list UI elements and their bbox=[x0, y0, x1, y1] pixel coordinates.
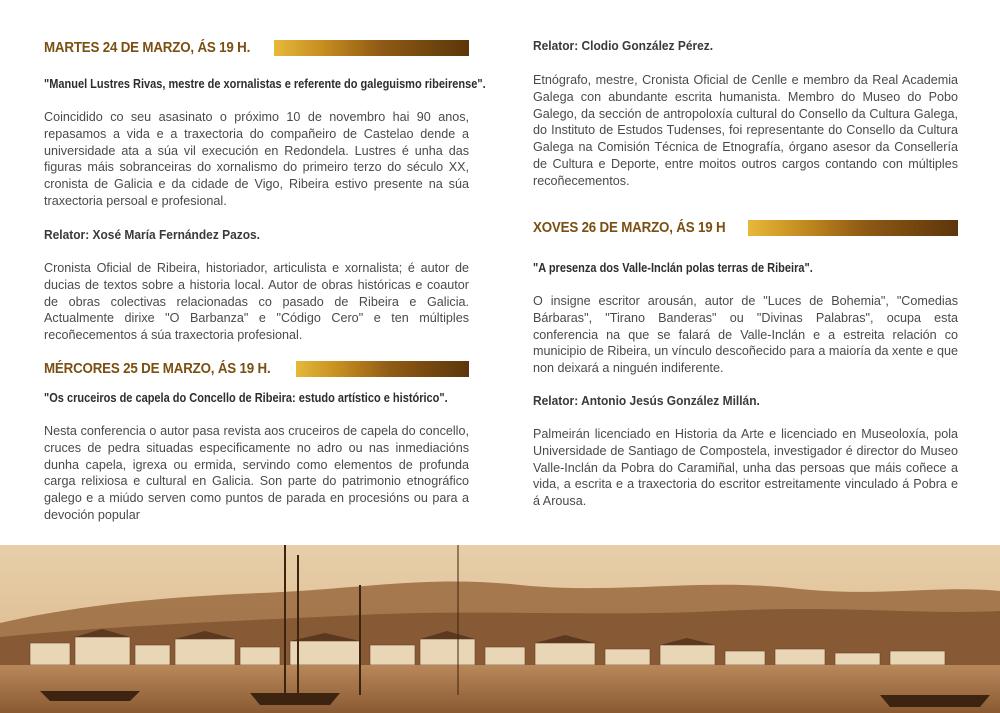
talk-title-cruceiros: "Os cruceiros de capela do Concello de Ribeira: estudo artístico e histórico". bbox=[44, 390, 448, 405]
speaker-bio-gonzalez-perez: Etnógrafo, mestre, Cronista Oficial de Cenlle e membro da Real Academia Galega con abundante escrita humanista. Membro do Museo do Pobo Galego, da sección de antropoloxía cultural do Consello da Cultura Galega, do Instituto de Estudos Tudenses, foi representante do Consello da Cultura Galega na Comisión Técnica de Etnografía, órgano asesor da Consellería de Cultura e Deporte, entre moitos outros cargos contando con múltiples recoñecementos. bbox=[533, 73, 958, 188]
heading-gradient-bar bbox=[748, 220, 958, 236]
heading-text: MÉRCORES 25 DE MARZO, ÁS 19 H. bbox=[44, 361, 271, 377]
talk-description-lustres: Coincidido co seu asasinato o próximo 10 de novembro hai 90 anos, repasamos a vida e a traxectoria do compañeiro de Castelao dende a universidade ata a súa vil execución en Redondela. Lustres é unha das figuras máis sobranceiras do xornalismo do primeiro terzo do século XX, cronista de Galicia e da cidade de Vigo, Ribeira estivo presente na súa traxectoria persoal e profesional. bbox=[44, 110, 469, 208]
speaker-bio-fernandez-pazos: Cronista Oficial de Ribeira, historiador, articulista e xornalista; é autor de ducias de textos sobre a historia local. Autor de obras históricas e coautor de obras colectivas relacionadas co pasado de Ribeira e Galicia. Actualmente dirixe "O Barbanza" e "Código Cero" e ten múltiples recoñecementos á súa traxectoria profesional. bbox=[44, 261, 469, 343]
talk-description-cruceiros: Nesta conferencia o autor pasa revista aos cruceiros de capela do concello, cruces de pedra situadas especificamente no adro ou nas inmediacións dunha capela, igrexa ou ermida, servindo como elementos de profunda carga relixiosa e cultural en Galicia. Son parte do patrimonio etnográfico galego e a miúdo serven como puntos de parada en procesións ou para a devoción popular bbox=[44, 424, 469, 522]
historic-harbour-photo bbox=[0, 545, 1000, 713]
heading-text: MARTES 24 DE MARZO, ÁS 19 H. bbox=[44, 40, 251, 56]
speaker-name-fernandez-pazos: Relator: Xosé María Fernández Pazos. bbox=[44, 227, 261, 242]
section-heading-xoves bbox=[533, 219, 958, 237]
section-heading-martes bbox=[44, 39, 469, 57]
harbour-illustration bbox=[0, 545, 1000, 713]
speaker-name-gonzalez-perez: Relator: Clodio González Pérez. bbox=[533, 38, 714, 53]
talk-description-valle-inclan: O insigne escritor arousán, autor de "Luces de Bohemia", "Comedias Bárbaras", "Tirano Banderas" ou "Divinas Palabras", ocupa esta conferencia na que se falará de Valle-Inclán e a estreita relación co municipio de Ribeira, un vínculo descoñecido para a maioría da xente e que non deixará a ninguén indiferente. bbox=[533, 294, 958, 376]
speaker-name-gonzalez-millan: Relator: Antonio Jesús González Millán. bbox=[533, 393, 760, 408]
heading-gradient-bar bbox=[296, 361, 469, 377]
heading-gradient-bar bbox=[274, 40, 469, 56]
talk-title-lustres: "Manuel Lustres Rivas, mestre de xornalistas e referente do galeguismo ribeirense". bbox=[44, 76, 486, 91]
heading-text: XOVES 26 DE MARZO, ÁS 19 H bbox=[533, 220, 726, 236]
section-heading-mercores bbox=[44, 360, 469, 378]
speaker-bio-gonzalez-millan: Palmeirán licenciado en Historia da Arte e licenciado en Museoloxía, pola Universidade de Santiago de Compostela, investigador é director do Museo Valle-Inclán da Pobra do Caramiñal, unha das persoas que máis coñece a vida, a escrita e a traxectoria do escritor estreitamente vinculado á Pobra e á Arousa. bbox=[533, 427, 958, 509]
talk-title-valle-inclan: "A presenza dos Valle-Inclán polas terras de Ribeira". bbox=[533, 260, 813, 275]
